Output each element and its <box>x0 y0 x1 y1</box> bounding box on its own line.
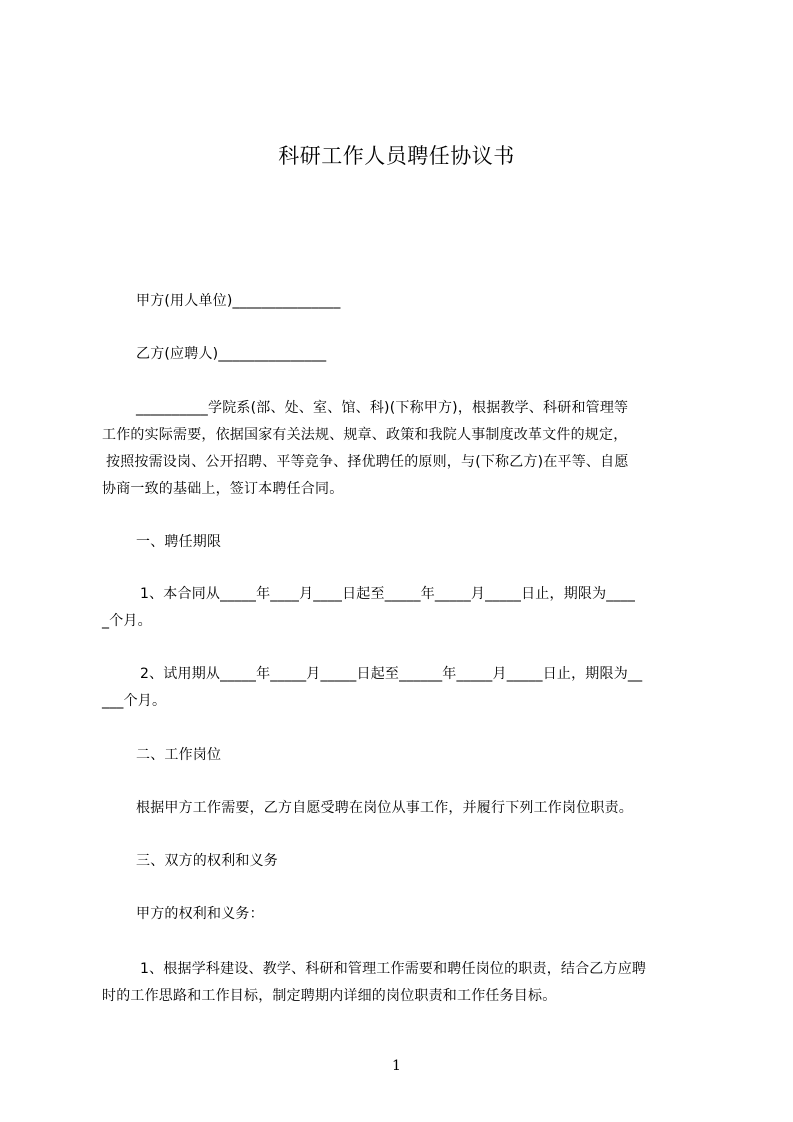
page-number: 1 <box>392 1058 401 1074</box>
rights-clause-1-line-2: 时的工作思路和工作目标，制定聘期内详细的岗位职责和工作任务目标。 <box>102 988 557 1004</box>
section-heading-rights: 三、双方的权利和义务 <box>136 853 278 869</box>
intro-line-3: 按照按需设岗、公开招聘、平等竞争、择优聘任的原则，与(下称乙方)在平等、自愿 <box>106 454 629 470</box>
party-b-line: 乙方(应聘人)_______________ <box>136 346 327 362</box>
party-a-line: 甲方(用人单位)_______________ <box>136 293 341 309</box>
probation-clause-line-2: ___个月。 <box>102 693 167 709</box>
post-text: 根据甲方工作需要，乙方自愿受聘在岗位从事工作，并履行下列工作岗位职责。 <box>136 800 633 816</box>
rights-clause-1-line-1: 1、根据学科建设、教学、科研和管理工作需要和聘任岗位的职责，结合乙方应聘 <box>140 961 647 977</box>
section-heading-term: 一、聘任期限 <box>136 534 222 550</box>
intro-line-2: 工作的实际需要，依据国家有关法规、规章、政策和我院人事制度改革文件的规定， <box>102 427 628 443</box>
term-clause-line-2: _个月。 <box>102 613 152 629</box>
probation-clause-line-1: 2、试用期从_____年_____月_____日起至______年_____月_____日止，期限为__ <box>140 666 643 682</box>
section-heading-post: 二、工作岗位 <box>136 747 222 763</box>
intro-line-4: 协商一致的基础上，签订本聘任合同。 <box>102 481 344 497</box>
party-a-rights-heading: 甲方的权利和义务： <box>136 906 264 922</box>
term-clause-line-1: 1、本合同从_____年____月____日起至_____年_____月_____日止，期限为____ <box>140 586 636 602</box>
document-title: 科研工作人员聘任协议书 <box>278 144 515 168</box>
intro-line-1: __________学院系(部、处、室、馆、科)(下称甲方)，根据教学、科研和管理等 <box>136 400 629 416</box>
